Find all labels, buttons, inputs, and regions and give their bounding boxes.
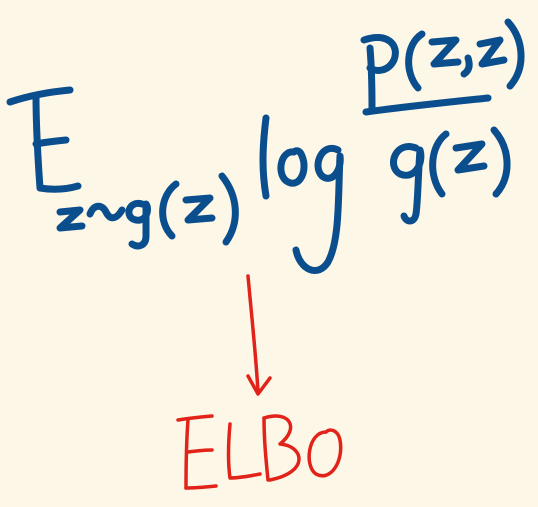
arrow-down bbox=[248, 276, 270, 394]
fraction-denominator bbox=[393, 130, 507, 221]
fraction-bar bbox=[366, 98, 488, 112]
formula-ink bbox=[10, 22, 521, 271]
elbo-label bbox=[178, 416, 341, 488]
log-text bbox=[263, 118, 340, 271]
expectation-subscript bbox=[60, 176, 235, 246]
fraction-numerator bbox=[364, 22, 521, 108]
expectation-symbol bbox=[10, 90, 78, 189]
